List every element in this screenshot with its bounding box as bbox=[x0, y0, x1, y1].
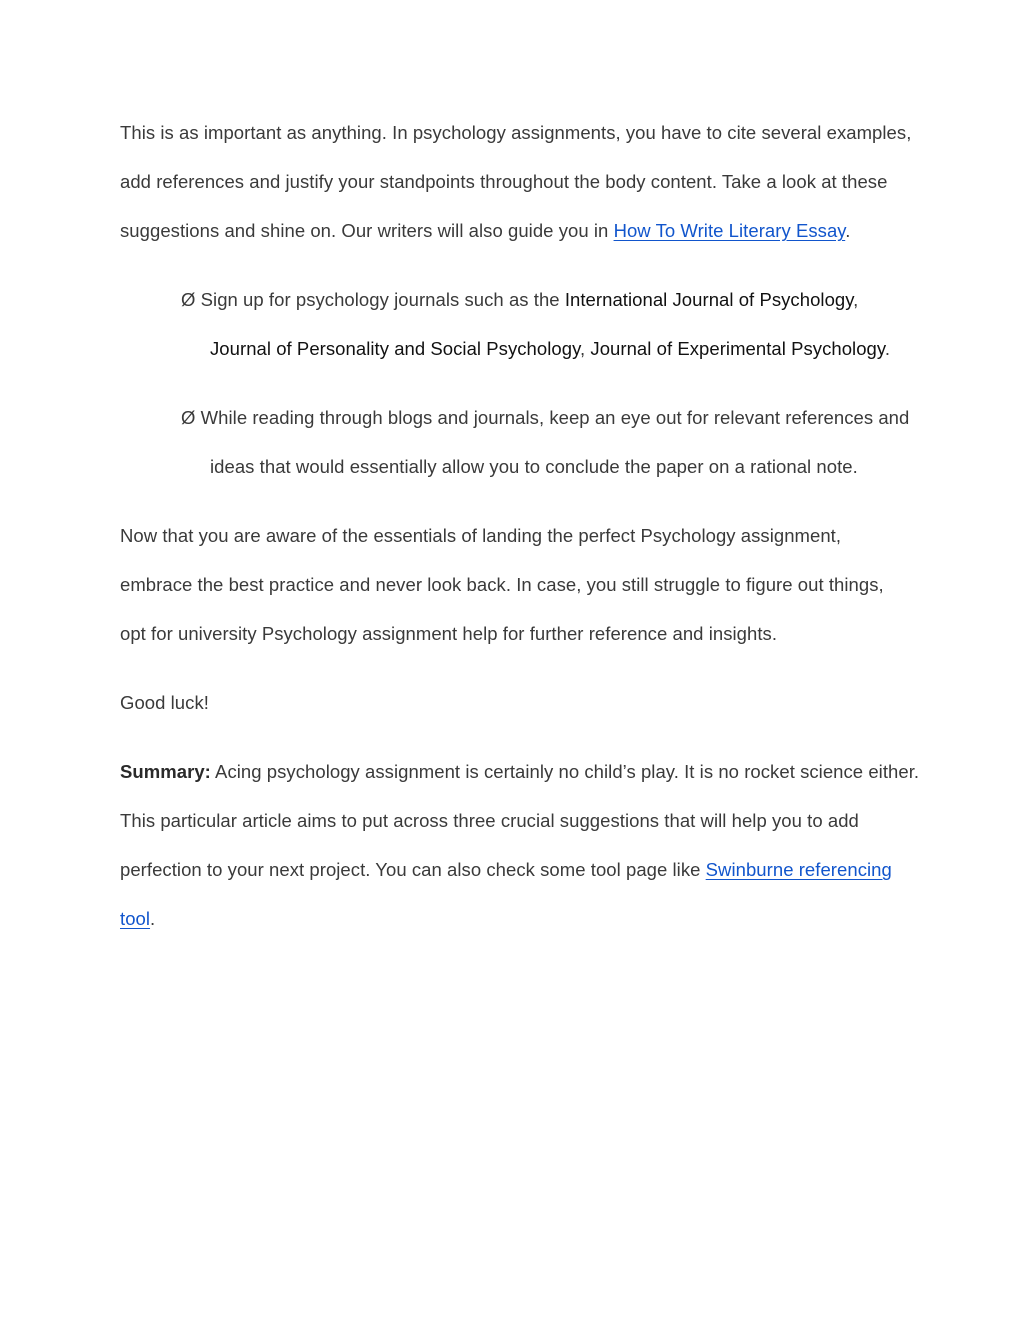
conclusion-line-2-text: embrace the best practice and never look back. In case, you still struggle to figure out things, bbox=[120, 574, 884, 595]
conclusion-line-1 bbox=[120, 524, 841, 548]
intro-line-3-period: . bbox=[845, 220, 851, 241]
summary-line-1-text: Acing psychology assignment is certainly no child’s play. It is no rocket science either. bbox=[210, 761, 920, 782]
bullet-1-comma-2: , bbox=[580, 338, 591, 359]
bullet-marker: Ø bbox=[181, 289, 196, 310]
conclusion-line-3 bbox=[120, 622, 777, 646]
summary-line-1 bbox=[120, 760, 919, 784]
summary-period: . bbox=[150, 908, 156, 929]
summary-label: Summary: bbox=[120, 761, 211, 782]
conclusion-line-1-text: Now that you are aware of the essentials of landing the perfect Psychology assignment, bbox=[120, 525, 842, 546]
swinburne-referencing-link[interactable]: Swinburne referencing bbox=[705, 859, 892, 880]
bullet-2-text-1: While reading through blogs and journals, keep an eye out for relevant references and bbox=[195, 407, 910, 428]
bullet-2-line-2 bbox=[210, 455, 858, 479]
swinburne-referencing-link-tool[interactable]: tool bbox=[120, 908, 151, 929]
conclusion-line-2 bbox=[120, 573, 884, 597]
intro-line-3-text: suggestions and shine on. Our writers will also guide you in bbox=[120, 220, 614, 241]
bullet-2-line-1 bbox=[181, 406, 909, 430]
intro-line-1 bbox=[120, 121, 911, 145]
intro-line-1-text: This is as important as anything. In psychology assignments, you have to cite several examples, bbox=[120, 122, 912, 143]
intro-line-2 bbox=[120, 170, 887, 194]
bullet-1-period: . bbox=[884, 338, 891, 359]
literary-essay-link[interactable]: How To Write Literary Essay bbox=[613, 220, 846, 241]
bullet-1-line-2 bbox=[210, 337, 890, 361]
bullet-marker: Ø bbox=[181, 407, 196, 428]
intro-line-3 bbox=[120, 219, 850, 243]
journal-personality-social-psychology: Journal of Personality and Social Psychology bbox=[210, 338, 581, 359]
summary-line-4 bbox=[120, 907, 155, 931]
bullet-1-comma: , bbox=[853, 289, 859, 310]
intro-line-2-text: add references and justify your standpoints throughout the body content. Take a look at these bbox=[120, 171, 888, 192]
bullet-2-text-2: ideas that would essentially allow you to conclude the paper on a rational note. bbox=[210, 456, 858, 477]
journal-international-psychology: International Journal of Psychology bbox=[564, 289, 854, 310]
summary-line-3 bbox=[120, 858, 892, 882]
conclusion-line-3-text: opt for university Psychology assignment help for further reference and insights. bbox=[120, 623, 778, 644]
summary-line-2-text: This particular article aims to put across three crucial suggestions that will help you to add bbox=[120, 810, 859, 831]
closing-line bbox=[120, 691, 209, 715]
journal-experimental-psychology: Journal of Experimental Psychology bbox=[590, 338, 885, 359]
closing-text: Good luck! bbox=[120, 692, 209, 713]
summary-line-2 bbox=[120, 809, 859, 833]
bullet-1-text: Sign up for psychology journals such as the bbox=[195, 289, 565, 310]
summary-line-3-text: perfection to your next project. You can also check some tool page like bbox=[120, 859, 706, 880]
bullet-1-line-1 bbox=[181, 288, 858, 312]
